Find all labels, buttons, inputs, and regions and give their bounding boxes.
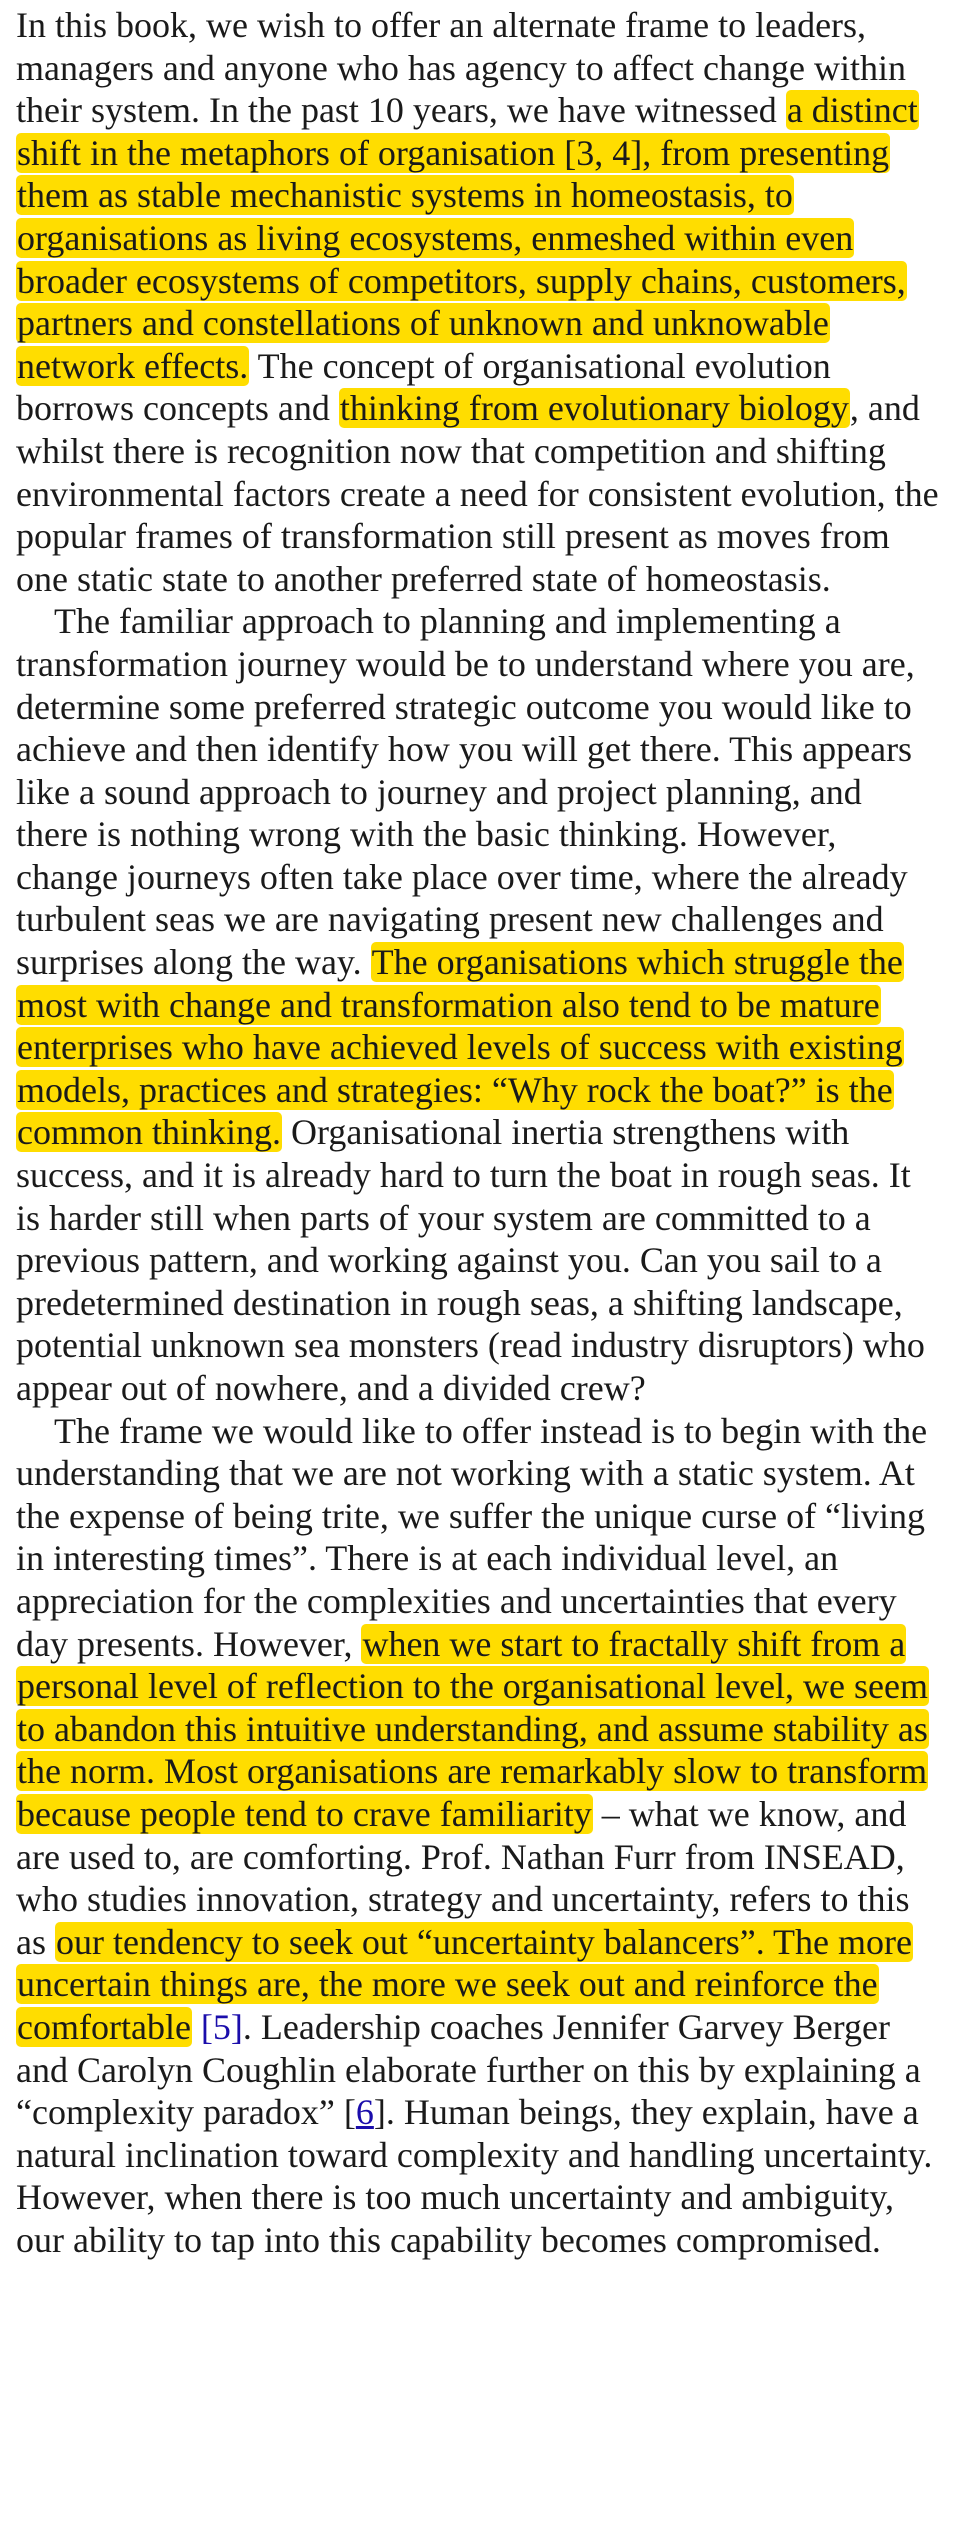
text-run: . Leadership coaches Jennifer Garvey Berger and Carolyn Coughlin elaborate further on this by explaining a “complexity paradox” [ [16,2006,921,2133]
paragraph-3 [16,1410,942,2262]
citation-link-6[interactable]: 6 [355,2092,374,2133]
text-run: Organisational inertia strengthens with success, and it is already hard to turn the boat in rough seas. It is harder still when parts of your system are committed to a previous pattern, and working against you. Can you sail to a predetermined destination in rough seas, a shifting landscape, potential unknown sea monsters (read industry disruptors) who appear out of nowhere, and a divided crew? [16,1112,925,1408]
text-run: The familiar approach to planning and implementing a transformation journey would be to understand where you are, determine some preferred strategic outcome you would like to achieve and then identify how you will get there. This appears like a sound approach to journey and project planning, and there is nothing wrong with the basic thinking. However, change journeys often take place over time, where the already turbulent seas we are navigating present new challenges and surprises along the way. [16,601,915,983]
text-run [192,2007,201,2047]
highlighted-passage[interactable]: The organisations which struggle the most with change and transformation also tend to be mature enterprises who have achieved levels of success with existing models, practices and strategies: “Why rock the boat?” is the common thinking. [17,942,903,1153]
text-run: The concept of organisational evolution borrows concepts and [16,345,831,429]
paragraph-1 [16,4,942,600]
text-run: ]. Human beings, they explain, have a natural inclination toward complexity and handling uncertainty. However, when there is too much uncertainty and ambiguity, our ability to tap into this capability becomes compromised. [16,2092,933,2260]
paragraph-2 [16,600,942,1409]
highlighted-passage[interactable]: a distinct shift in the metaphors of organisation [3, 4], from presenting them as stable mechanistic systems in homeostasis, to organisations as living ecosystems, enmeshed within even broader ecosystems of competitors, supply chains, customers, partners and constellations of unknown and unknowable network effects. [17,90,918,386]
highlighted-passage[interactable]: when we start to fractally shift from a personal level of reflection to the organisational level, we seem to abandon this intuitive understanding, and assume stability as the norm. Most organisations are remarkably slow to transform because people tend to crave familiarity [17,1623,929,1834]
text-run: , and whilst there is recognition now that competition and shifting environmental factors create a need for consistent evolution, the popular frames of transformation still present as moves from one static state to another preferred state of homeostasis. [16,388,939,599]
highlighted-passage[interactable]: our tendency to seek out “uncertainty balancers”. The more uncertain things are, the more we seek out and reinforce the comfortable [17,1921,912,2047]
text-run: The frame we would like to offer instead is to begin with the understanding that we are not working with a static system. At the expense of being trite, we suffer the unique curse of “living in interesting times”. There is at each individual level, an appreciation for the complexities and uncertainties that every day presents. However, [16,1410,928,1664]
highlighted-passage[interactable]: thinking from evolutionary biology [339,388,849,429]
text-run: – what we know, and are used to, are comforting. Prof. Nathan Furr from INSEAD, who studies innovation, strategy and uncertainty, refers to this as [16,1793,910,1962]
text-run: In this book, we wish to offer an alternate frame to leaders, managers and anyone who has agency to affect change within their system. In the past 10 years, we have witnessed [16,5,906,131]
citation-link-5[interactable]: [5] [200,2006,243,2047]
